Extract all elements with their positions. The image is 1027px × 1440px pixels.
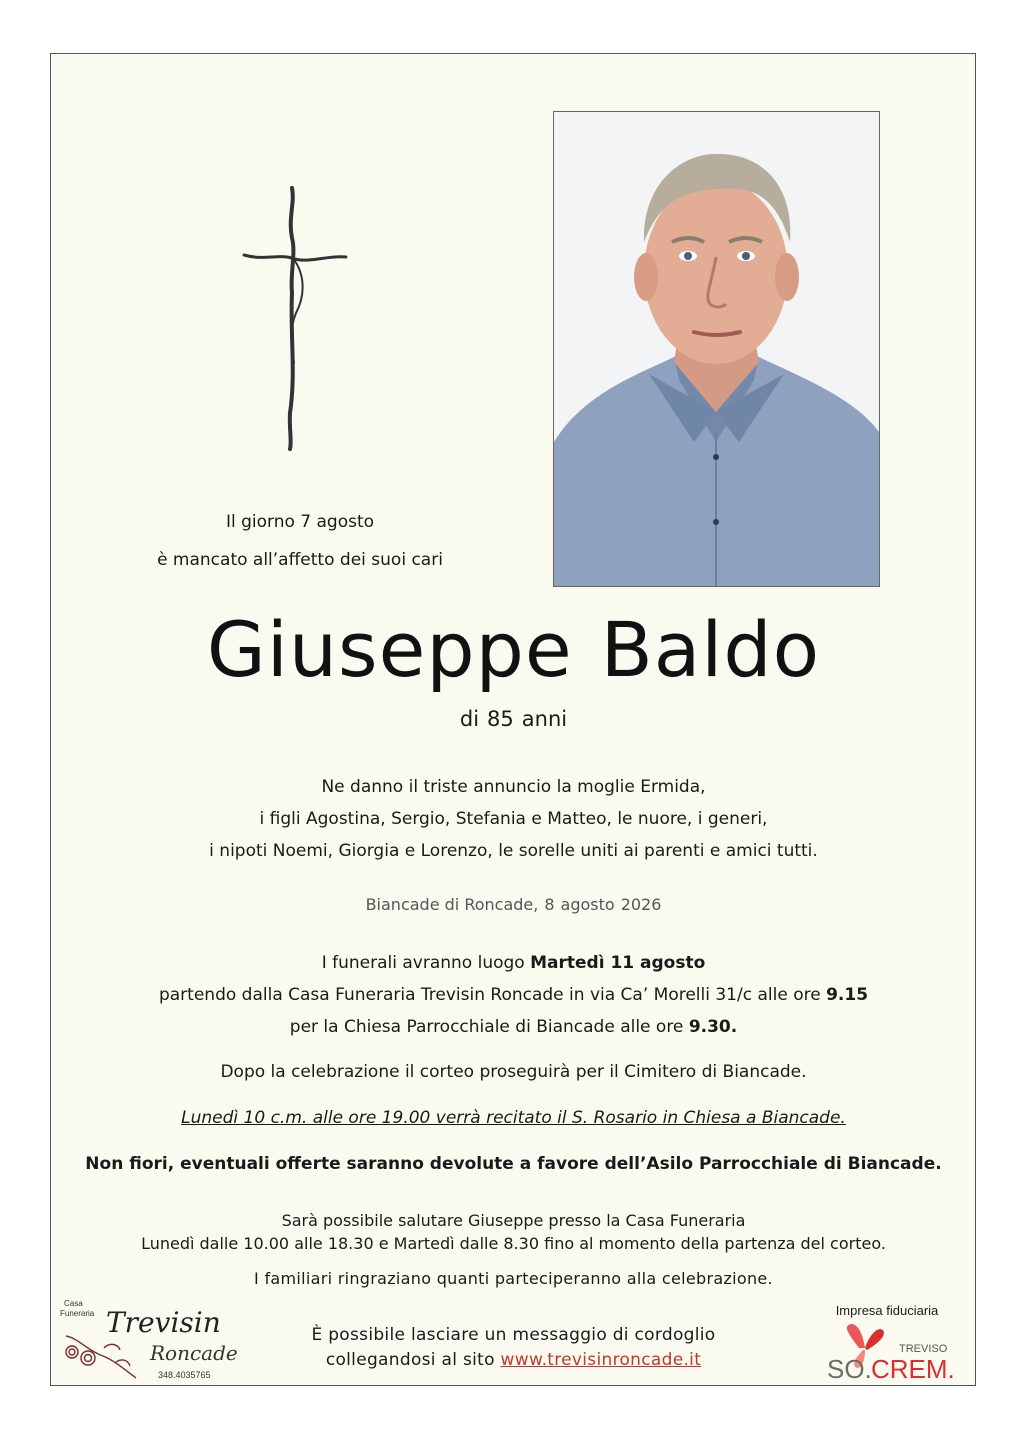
rosary-text: Lunedì 10 c.m. alle ore 19.00 verrà recitato il S. Rosario in Chiesa a Biancade. xyxy=(181,1108,846,1128)
logo-brand: Trevisin xyxy=(106,1306,221,1339)
funeral-date: Martedì 11 agosto xyxy=(530,953,706,973)
announcement-line-3: i nipoti Noemi, Giorgia e Lorenzo, le sorelle uniti ai parenti e amici tutti. xyxy=(209,841,818,861)
portrait-photo xyxy=(553,111,880,587)
announcement-line-2: i figli Agostina, Sergio, Stefania e Matteo, le nuore, i generi, xyxy=(259,809,768,829)
dateline xyxy=(60,895,967,914)
funeral-line-3-text: per la Chiesa Parrocchiale di Biancade alle ore xyxy=(289,1017,689,1037)
funeral-line-1 xyxy=(60,947,967,979)
departure-time: 9.15 xyxy=(826,985,869,1005)
age-value: 85 xyxy=(487,707,514,731)
dateline-year: 2026 xyxy=(620,895,662,914)
website-link[interactable]: www.trevisinroncade.it xyxy=(500,1350,702,1370)
logo-city: Roncade xyxy=(150,1341,238,1365)
visit-line-1: Sarà possibile salutare Giuseppe presso la Casa Funeraria xyxy=(281,1211,746,1230)
deceased-name xyxy=(0,605,1027,695)
church-time: 9.30. xyxy=(688,1017,738,1037)
visit-line-2: Lunedì dalle 10.00 alle 18.30 e Martedì dalle 8.30 fino al momento della partenza del corteo. xyxy=(141,1234,886,1253)
announcement-line-1: Ne danno il triste annuncio la moglie Ermida, xyxy=(321,777,706,797)
logo-small-1: Casa xyxy=(64,1299,83,1308)
socrem-brand-b: CREM. xyxy=(871,1354,955,1382)
intro-line-1: Il giorno 7 agosto xyxy=(225,512,375,532)
rose-icon xyxy=(66,1336,136,1378)
intro-text xyxy=(140,503,460,579)
announcement xyxy=(60,771,967,867)
impresa-caption: Impresa fiduciaria xyxy=(835,1303,939,1318)
socrem-city: TREVISO xyxy=(899,1343,948,1355)
socrem-logo xyxy=(825,1322,955,1382)
funeral-line-2 xyxy=(60,979,967,1011)
socrem-brand-a: SO. xyxy=(827,1354,872,1382)
funeral-details xyxy=(60,947,967,1043)
funeral-line-3 xyxy=(60,1011,967,1043)
procession-text: Dopo la celebrazione il corteo proseguirà per il Cimitero di Biancade. xyxy=(220,1062,807,1082)
funeral-line-2-text: partendo dalla Casa Funeraria Trevisin Roncade in via Ca’ Morelli 31/c alle ore xyxy=(158,985,827,1005)
flowers-text: Non fiori, eventuali offerte saranno devolute a favore dell’Asilo Parrocchiale di Biancade. xyxy=(85,1154,942,1174)
age-suffix: anni xyxy=(521,707,568,731)
age-prefix: di xyxy=(459,707,480,731)
dateline-month: agosto xyxy=(560,895,615,914)
logo-small-2: Funeraria xyxy=(60,1309,95,1318)
thanks-text: I familiari ringraziano quanti parteciperanno alla celebrazione. xyxy=(254,1269,773,1288)
dateline-place: Biancade di Roncade, xyxy=(365,895,539,914)
condolence-line-2-text: collegandosi al sito xyxy=(325,1350,501,1370)
cross-icon xyxy=(240,183,350,453)
first-name: Giuseppe xyxy=(206,605,573,694)
last-name: Baldo xyxy=(600,605,821,694)
deceased-age xyxy=(0,707,1027,731)
dateline-day: 8 xyxy=(544,895,555,914)
intro-line-2: è mancato all’affetto dei suoi cari xyxy=(157,550,443,570)
visit-info xyxy=(60,1209,967,1255)
condolence-line-1: È possibile lasciare un messaggio di cordoglio xyxy=(311,1325,716,1345)
logo-phone: 348.4035765 xyxy=(158,1370,211,1380)
funeral-line-1-text: I funerali avranno luogo xyxy=(321,953,531,973)
trevisin-logo xyxy=(58,1296,248,1382)
